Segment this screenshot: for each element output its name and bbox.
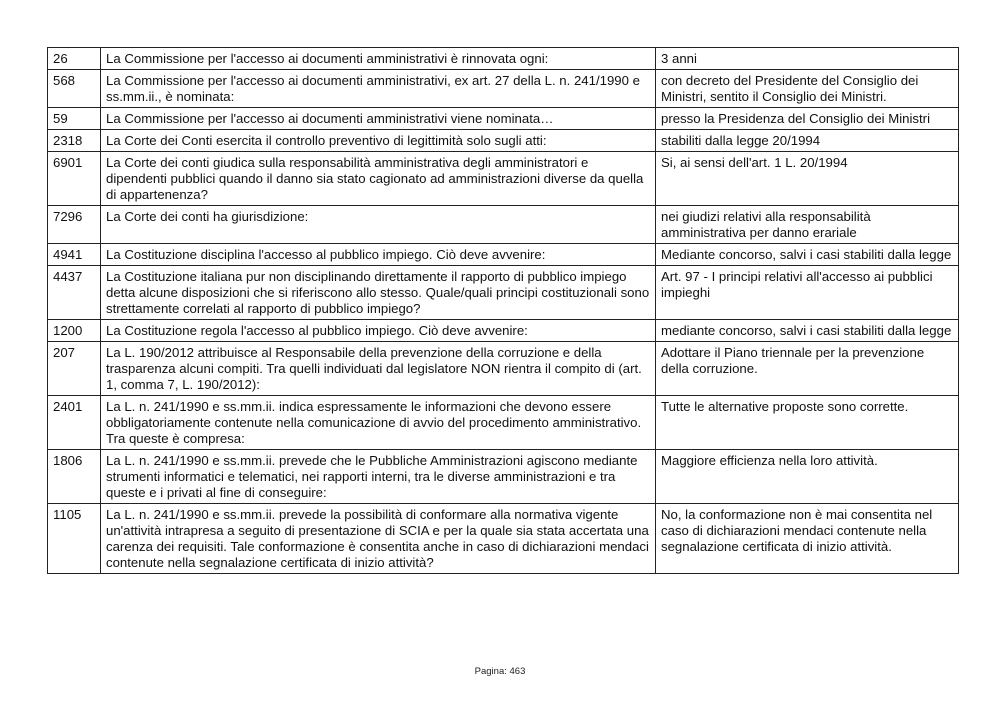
question-id-cell: 4941 (48, 244, 101, 266)
table-row (48, 450, 959, 504)
table-row (48, 70, 959, 108)
answer-cell: 3 anni (656, 48, 959, 70)
question-id-cell: 7296 (48, 206, 101, 244)
question-id-cell: 568 (48, 70, 101, 108)
question-cell: La L. 190/2012 attribuisce al Responsabile della prevenzione della corruzione e della trasparenza alcuni compiti. Tra quelli individuati dal legislatore NON rientra il compito di (art. 1, comma 7, L. 190/2012): (101, 342, 656, 396)
table-row (48, 108, 959, 130)
answer-cell: con decreto del Presidente del Consiglio dei Ministri, sentito il Consiglio dei Ministri. (656, 70, 959, 108)
question-id-cell: 6901 (48, 152, 101, 206)
table-row (48, 342, 959, 396)
question-cell: La L. n. 241/1990 e ss.mm.ii. prevede la possibilità di conformare alla normativa vigente un'attività intrapresa a seguito di presentazione di SCIA e per la quale sia stata accertata una carenza dei requisiti. Tale conformazione è consentita anche in caso di dichiarazioni mendaci contenute nella segnalazione certificata di inizio attività? (101, 504, 656, 574)
table-row (48, 396, 959, 450)
question-cell: La L. n. 241/1990 e ss.mm.ii. prevede che le Pubbliche Amministrazioni agiscono mediante strumenti informatici e telematici, nei rapporti interni, tra le diverse amministrazioni e tra queste e i privati al fine di conseguire: (101, 450, 656, 504)
question-id-cell: 1806 (48, 450, 101, 504)
answer-cell: presso la Presidenza del Consiglio dei Ministri (656, 108, 959, 130)
question-id-cell: 2401 (48, 396, 101, 450)
table-row (48, 152, 959, 206)
table-row (48, 206, 959, 244)
answer-cell: No, la conformazione non è mai consentita nel caso di dichiarazioni mendaci contenute nella segnalazione certificata di inizio attività. (656, 504, 959, 574)
question-cell: La Commissione per l'accesso ai documenti amministrativi, ex art. 27 della L. n. 241/1990 e ss.mm.ii., è nominata: (101, 70, 656, 108)
question-cell: La Costituzione italiana pur non disciplinando direttamente il rapporto di pubblico impiego detta alcune disposizioni che si riferiscono allo stesso. Quale/quali principi costituzionali sono strettamente correlati al rapporto di pubblico impiego? (101, 266, 656, 320)
question-id-cell: 4437 (48, 266, 101, 320)
quiz-table-body (48, 48, 959, 574)
question-cell: La Corte dei conti ha giurisdizione: (101, 206, 656, 244)
answer-cell: nei giudizi relativi alla responsabilità amministrativa per danno erariale (656, 206, 959, 244)
question-cell: La Costituzione regola l'accesso al pubblico impiego. Ciò deve avvenire: (101, 320, 656, 342)
question-cell: La Commissione per l'accesso ai documenti amministrativi è rinnovata ogni: (101, 48, 656, 70)
table-row (48, 48, 959, 70)
answer-cell: Mediante concorso, salvi i casi stabiliti dalla legge (656, 244, 959, 266)
quiz-table (47, 47, 959, 574)
answer-cell: Tutte le alternative proposte sono corrette. (656, 396, 959, 450)
question-id-cell: 1105 (48, 504, 101, 574)
table-row (48, 266, 959, 320)
answer-cell: Si, ai sensi dell'art. 1 L. 20/1994 (656, 152, 959, 206)
answer-cell: Adottare il Piano triennale per la prevenzione della corruzione. (656, 342, 959, 396)
question-cell: La L. n. 241/1990 e ss.mm.ii. indica espressamente le informazioni che devono essere obbligatoriamente contenute nella comunicazione di avvio del procedimento amministrativo. Tra queste è compresa: (101, 396, 656, 450)
question-cell: La Corte dei conti giudica sulla responsabilità amministrativa degli amministratori e dipendenti pubblici quando il danno sia stato cagionato ad amministrazioni diverse da quella di appartenenza? (101, 152, 656, 206)
table-row (48, 320, 959, 342)
question-cell: La Costituzione disciplina l'accesso al pubblico impiego. Ciò deve avvenire: (101, 244, 656, 266)
question-cell: La Corte dei Conti esercita il controllo preventivo di legittimità solo sugli atti: (101, 130, 656, 152)
page-number: Pagina: 463 (474, 666, 526, 677)
question-id-cell: 59 (48, 108, 101, 130)
question-id-cell: 1200 (48, 320, 101, 342)
table-row (48, 504, 959, 574)
answer-cell: Maggiore efficienza nella loro attività. (656, 450, 959, 504)
answer-cell: stabiliti dalla legge 20/1994 (656, 130, 959, 152)
question-cell: La Commissione per l'accesso ai documenti amministrativi viene nominata… (101, 108, 656, 130)
answer-cell: Art. 97 - I principi relativi all'accesso ai pubblici impieghi (656, 266, 959, 320)
table-row (48, 130, 959, 152)
question-id-cell: 207 (48, 342, 101, 396)
answer-cell: mediante concorso, salvi i casi stabiliti dalla legge (656, 320, 959, 342)
question-id-cell: 2318 (48, 130, 101, 152)
question-id-cell: 26 (48, 48, 101, 70)
table-row (48, 244, 959, 266)
